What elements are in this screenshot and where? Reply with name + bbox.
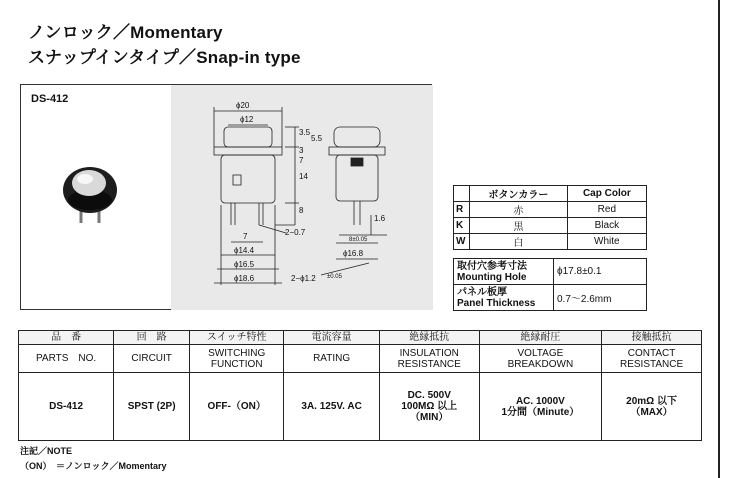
spec-value-line: SPST (2P) <box>127 401 176 412</box>
dim-7b: 7 <box>243 232 248 241</box>
dim-2-d12: 2−ϕ1.2 <box>291 274 316 283</box>
note-heading: 注記／NOTE <box>20 446 73 456</box>
cap-color-en: Red <box>567 202 646 218</box>
spec-value-line: （MIN） <box>410 412 449 423</box>
spec-header-jp: 絶縁耐圧 <box>479 331 602 345</box>
spec-value <box>284 373 380 441</box>
spec-header-jp: 接触抵抗 <box>602 331 702 345</box>
spec-header-en-line: CONTACT <box>627 347 676 359</box>
dim-7: 7 <box>299 156 304 165</box>
dim-d20: ϕ20 <box>236 101 250 110</box>
cap-color-header-jp: ボタンカラー <box>470 186 568 202</box>
cap-color-header-en: Cap Color <box>567 186 646 202</box>
mounting-label <box>454 259 554 285</box>
cap-color-header-code <box>454 186 470 202</box>
cap-color-en: White <box>567 234 646 250</box>
spec-value-line: 20mΩ 以下 <box>626 395 677 407</box>
page-right-border <box>718 0 720 478</box>
cap-color-row <box>454 234 647 250</box>
note-text: （ON） ＝ノンロック／Momentary <box>20 461 167 471</box>
spec-value <box>190 373 284 441</box>
spec-header-jp: 回 路 <box>114 331 190 345</box>
spec-header-en-line: CIRCUIT <box>131 353 172 364</box>
spec-value <box>479 373 602 441</box>
spec-header-en-line: RESISTANCE <box>397 358 461 370</box>
spec-header-en-line: RATING <box>313 353 351 364</box>
cap-color-row <box>454 218 647 234</box>
mounting-label-en: Panel Thickness <box>457 297 536 309</box>
dim-8: 8 <box>299 206 304 215</box>
spec-header-en-line: INSULATION <box>399 347 459 359</box>
cap-color-code: W <box>454 234 470 250</box>
spec-value-line: OFF-（ON） <box>207 401 266 412</box>
cap-color-row <box>454 202 647 218</box>
cap-color-jp: 黒 <box>470 218 568 234</box>
mounting-value: 0.7〜2.6mm <box>554 285 647 311</box>
cap-color-code: R <box>454 202 470 218</box>
cap-color-code: K <box>454 218 470 234</box>
spec-header-en <box>379 345 479 373</box>
spec-header-jp-row <box>19 331 702 345</box>
spec-header-en-line: BREAKDOWN <box>507 358 574 370</box>
spec-value <box>602 373 702 441</box>
title-momentary: ノンロック／Momentary <box>28 23 223 42</box>
drawing-svg <box>171 85 433 310</box>
dim-d168: ϕ16.8 <box>343 249 364 258</box>
spec-value-row <box>19 373 702 441</box>
cap-color-jp: 白 <box>470 234 568 250</box>
dimension-drawing <box>171 85 433 310</box>
spec-value-line: DC. 500V <box>407 390 451 401</box>
spec-value-line: 1分間（Minute） <box>501 406 580 418</box>
spec-header-jp: 品 番 <box>19 331 114 345</box>
dim-tol: ±0.05 <box>327 274 342 280</box>
cap-color-en: Black <box>567 218 646 234</box>
dim-d12: ϕ12 <box>240 115 254 124</box>
mounting-row <box>454 259 647 285</box>
mounting-label-jp: 取付穴参考寸法 <box>457 260 527 272</box>
spec-value <box>19 373 114 441</box>
spec-header-jp: 電流容量 <box>284 331 380 345</box>
spec-header-jp: 絶縁抵抗 <box>379 331 479 345</box>
spec-value-line: （MAX） <box>630 406 673 418</box>
dim-d144: ϕ14.4 <box>234 246 255 255</box>
spec-value <box>379 373 479 441</box>
switch-photo <box>45 145 135 245</box>
dim-16: 1.6 <box>374 214 386 223</box>
mounting-table <box>453 258 647 311</box>
dim-d186: ϕ18.6 <box>234 274 255 283</box>
spec-header-jp: スイッチ特性 <box>190 331 284 345</box>
spec-header-en <box>19 345 114 373</box>
spec-value-line: 3A. 125V. AC <box>301 401 362 412</box>
mounting-label-jp: パネル板厚 <box>457 286 507 298</box>
spec-header-en-line: FUNCTION <box>210 358 263 370</box>
spec-header-en-line: SWITCHING <box>208 347 266 359</box>
cap-color-table <box>453 185 647 250</box>
product-panel <box>20 84 432 310</box>
dim-2-07: 2−0.7 <box>285 228 306 237</box>
spec-header-en <box>284 345 380 373</box>
mounting-row <box>454 285 647 311</box>
dim-55: 5.5 <box>311 134 323 143</box>
model-number: DS-412 <box>31 93 69 105</box>
dim-14: 14 <box>299 172 308 181</box>
dim-3: 3 <box>299 146 304 155</box>
spec-value-line: DS-412 <box>49 401 84 412</box>
title-snap-in: スナップインタイプ／Snap-in type <box>28 48 301 67</box>
spec-value-line: 100MΩ 以上 <box>401 401 458 412</box>
spec-header-en-row <box>19 345 702 373</box>
spec-header-en <box>479 345 602 373</box>
cap-color-jp: 赤 <box>470 202 568 218</box>
spec-header-en-line: PARTS NO. <box>35 353 97 364</box>
spec-header-en <box>190 345 284 373</box>
spec-value-line: AC. 1000V <box>515 395 565 407</box>
dim-8-tol: 8±0.05 <box>349 237 368 243</box>
mounting-label-en: Mounting Hole <box>457 271 527 283</box>
spec-value <box>114 373 190 441</box>
spec-header-en-line: RESISTANCE <box>619 358 684 370</box>
mounting-label <box>454 285 554 311</box>
spec-header-en-line: VOLTAGE <box>517 347 564 359</box>
dim-35: 3.5 <box>299 128 311 137</box>
spec-header-en <box>602 345 702 373</box>
cap-color-header <box>454 186 647 202</box>
mounting-value: ϕ17.8±0.1 <box>554 259 647 285</box>
dim-d165: ϕ16.5 <box>234 260 255 269</box>
spec-header-en <box>114 345 190 373</box>
spec-table <box>18 330 702 441</box>
